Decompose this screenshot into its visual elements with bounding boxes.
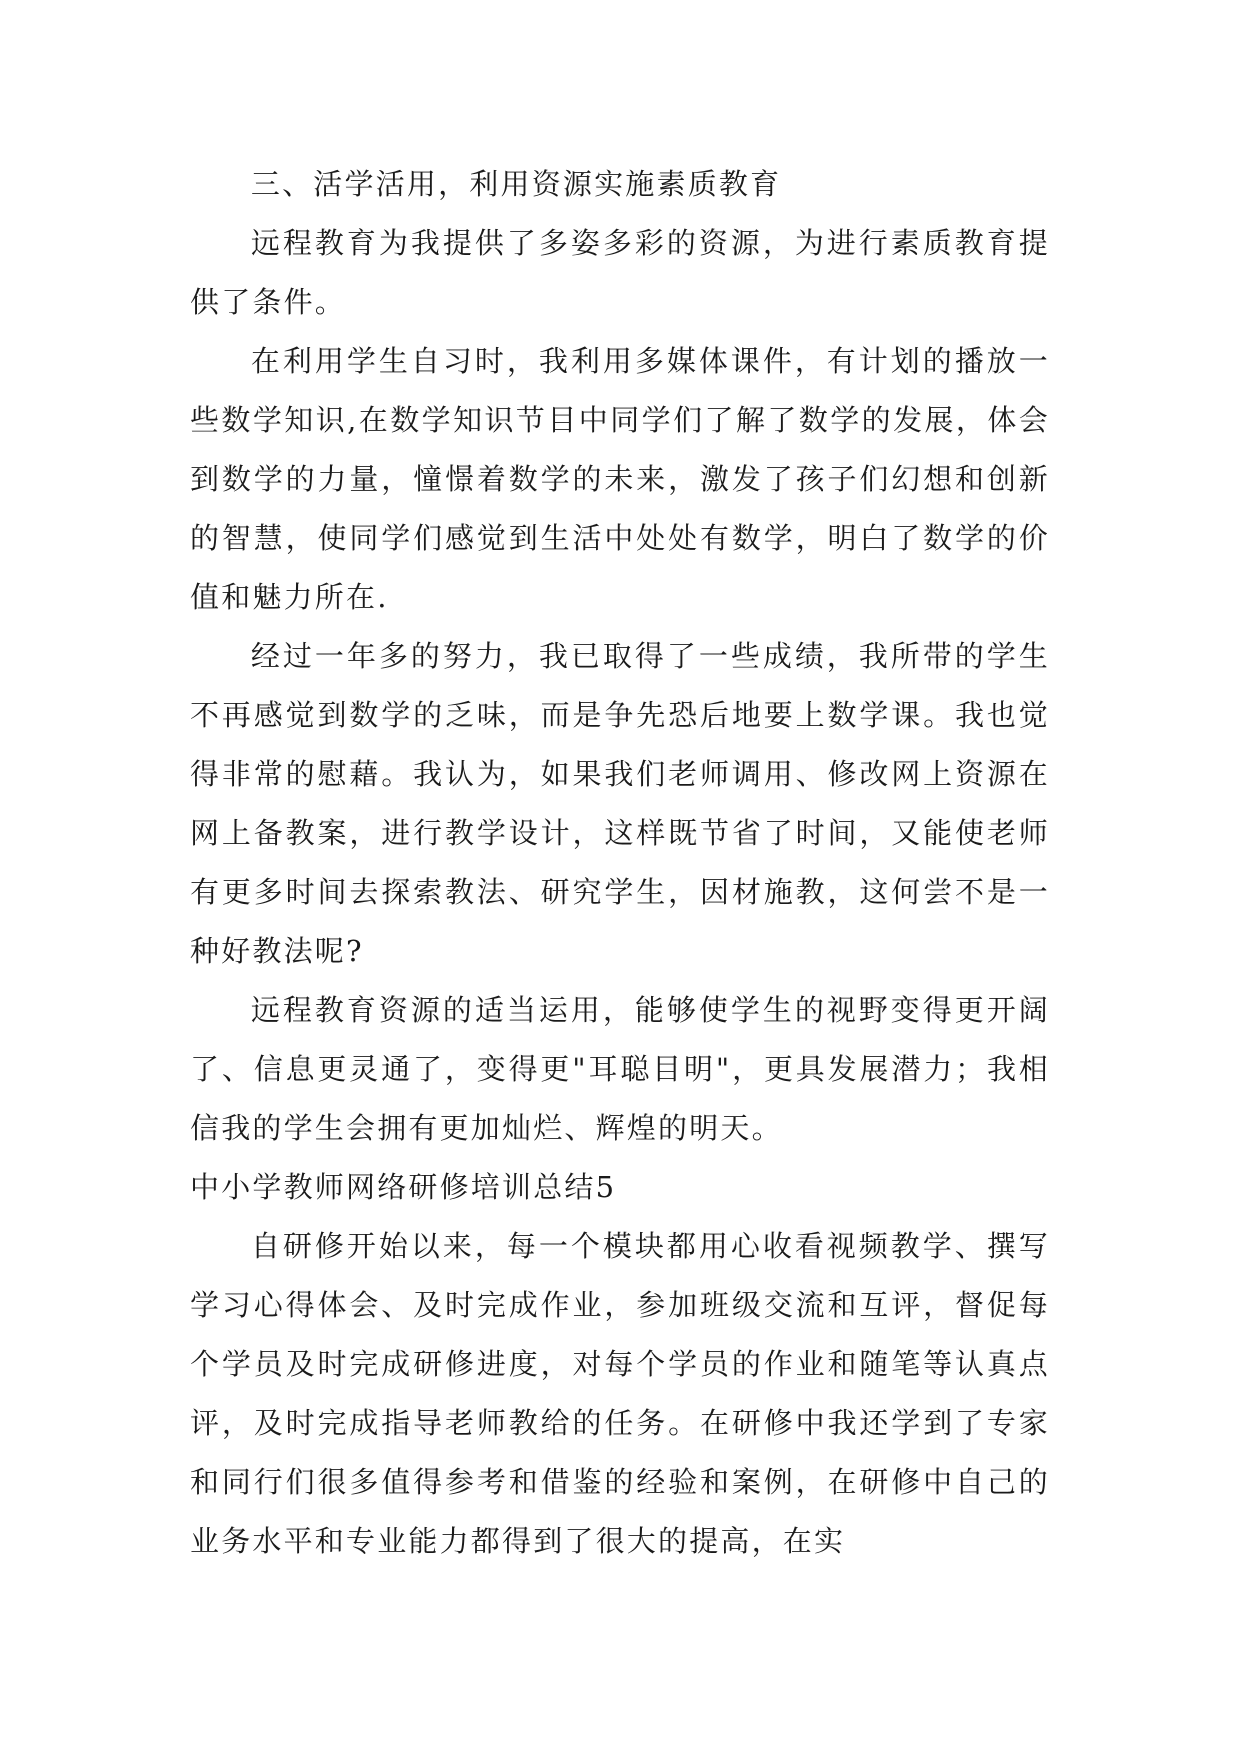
paragraph: 远程教育资源的适当运用，能够使学生的视野变得更开阔了、信息更灵通了，变得更"耳聪目明"，更具发展潜力；我相信我的学生会拥有更加灿烂、辉煌的明天。 [190,993,1050,1145]
paragraph: 经过一年多的努力，我已取得了一些成绩，我所带的学生不再感觉到数学的乏味，而是争先恐后地要上数学课。我也觉得非常的慰藉。我认为，如果我们老师调用、修改网上资源在网上备教案，进行教学设计，这样既节省了时间，又能使老师有更多时间去探索教法、研究学生，因材施教，这何尝不是一种好教法呢? [190,639,1050,968]
article-title: 中小学教师网络研修培训总结5 [190,1170,617,1204]
paragraph: 远程教育为我提供了多姿多彩的资源，为进行素质教育提供了条件。 [190,226,1050,319]
section-heading: 三、活学活用，利用资源实施素质教育 [250,167,782,201]
document-body [190,155,1050,1571]
paragraph: 在利用学生自习时，我利用多媒体课件，有计划的播放一些数学知识,在数学知识节目中同学们了解了数学的发展，体会到数学的力量，憧憬着数学的未来，激发了孩子们幻想和创新的智慧，使同学们感觉到生活中处处有数学，明白了数学的价值和魅力所在. [190,344,1050,614]
paragraph: 自研修开始以来，每一个模块都用心收看视频教学、撰写学习心得体会、及时完成作业，参加班级交流和互评，督促每个学员及时完成研修进度，对每个学员的作业和随笔等认真点评，及时完成指导老师教给的任务。在研修中我还学到了专家和同行们很多值得参考和借鉴的经验和案例，在研修中自己的业务水平和专业能力都得到了很大的提高，在实 [190,1229,1050,1558]
